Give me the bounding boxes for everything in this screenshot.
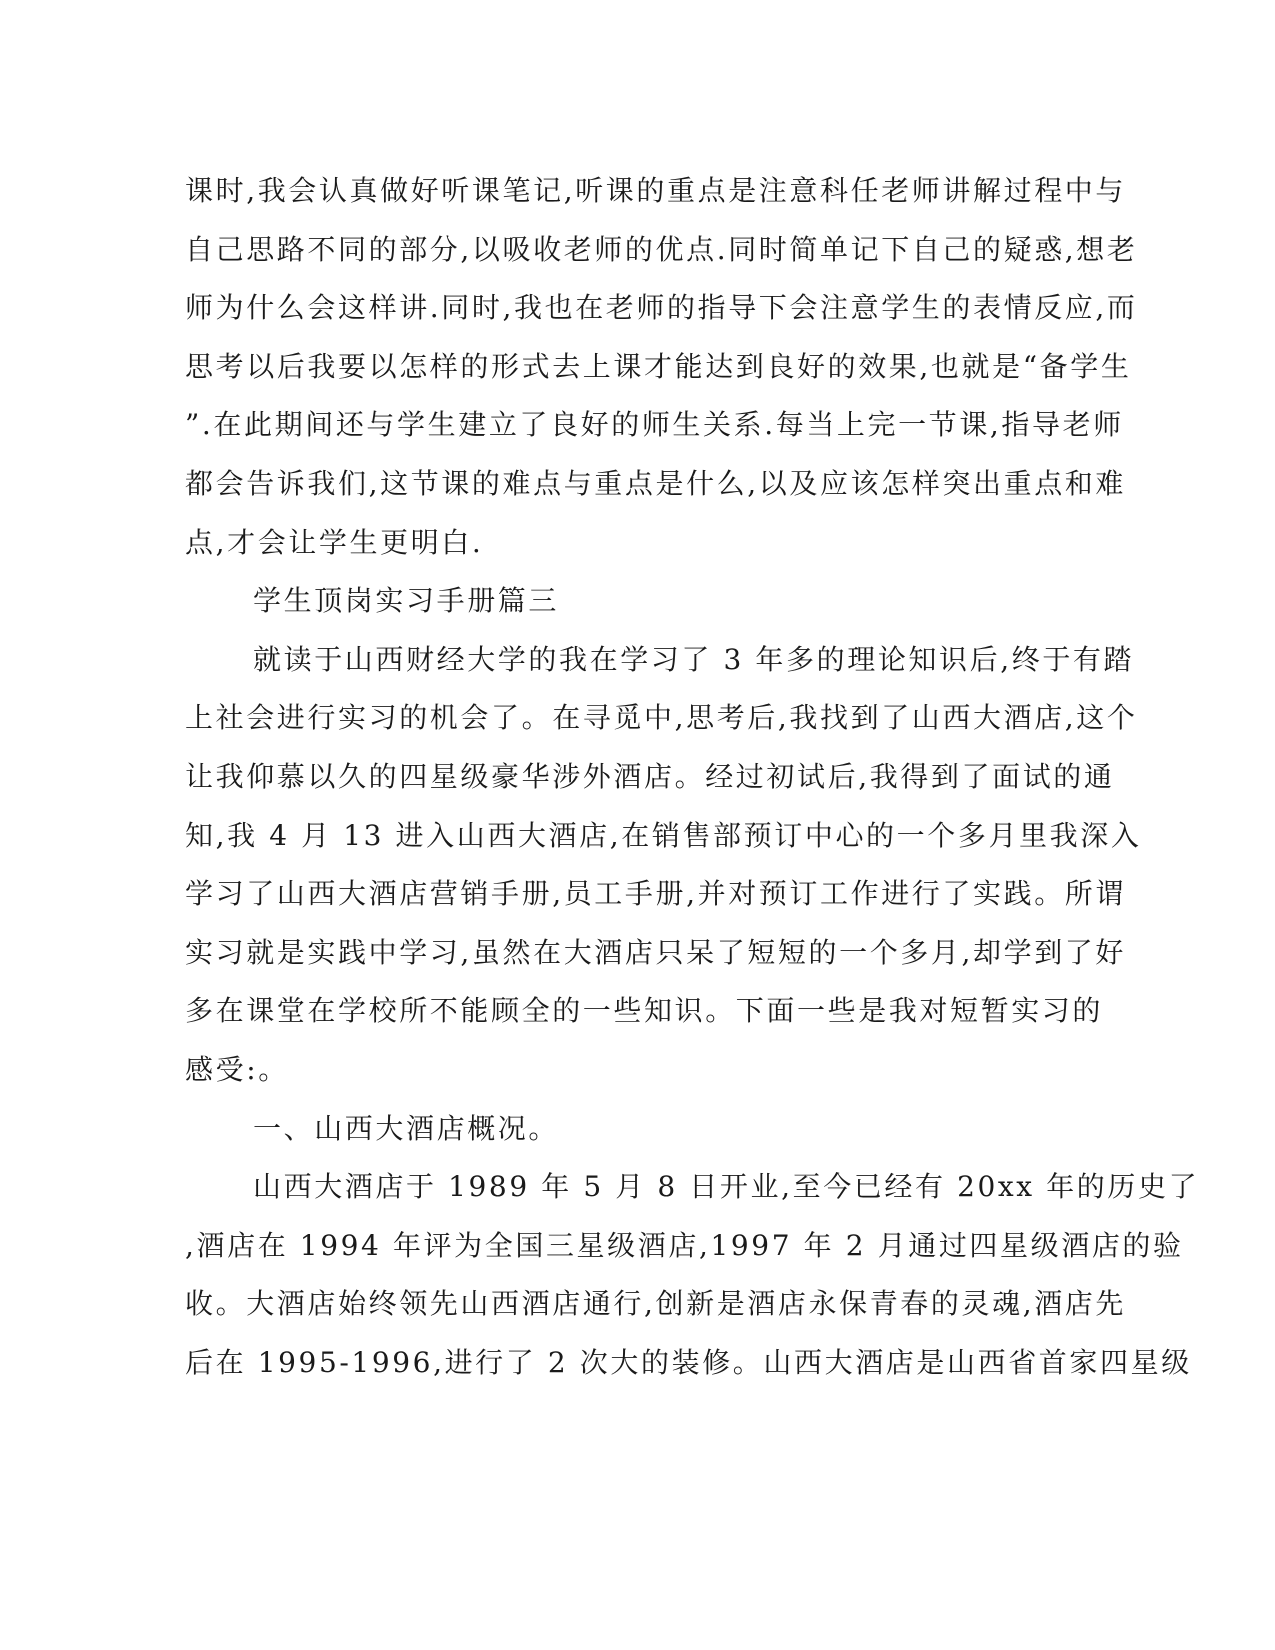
text-line: 知,我 4 月 13 进入山西大酒店,在销售部预订中心的一个多月里我深入 — [185, 818, 1142, 852]
text-line: 多在课堂在学校所不能顾全的一些知识。下面一些是我对短暂实习的 — [185, 994, 1104, 1028]
text-line: ,酒店在 1994 年评为全国三星级酒店,1997 年 2 月通过四星级酒店的验 — [185, 1228, 1184, 1262]
text-line: 上社会进行实习的机会了。在寻觅中,思考后,我找到了山西大酒店,这个 — [185, 701, 1138, 735]
text-line: 师为什么会这样讲.同时,我也在老师的指导下会注意学生的表情反应,而 — [185, 291, 1138, 325]
text-line: ”.在此期间还与学生建立了良好的师生关系.每当上完一节课,指导老师 — [185, 408, 1124, 442]
text-line: 思考以后我要以怎样的形式去上课才能达到良好的效果,也就是“备学生 — [185, 349, 1132, 383]
text-line: 课时,我会认真做好听课笔记,听课的重点是注意科任老师讲解过程中与 — [185, 174, 1127, 207]
text-line: 后在 1995-1996,进行了 2 次大的装修。山西大酒店是山西省首家四星级 — [185, 1345, 1192, 1379]
text-line: 点,才会让学生更明白. — [185, 525, 484, 559]
text-line: 感受:。 — [185, 1052, 289, 1086]
text-line: 让我仰慕以久的四星级豪华涉外酒店。经过初试后,我得到了面试的通 — [185, 759, 1115, 793]
text-line: 都会告诉我们,这节课的难点与重点是什么,以及应该怎样突出重点和难 — [185, 466, 1127, 500]
section-heading: 学生顶岗实习手册篇三 — [253, 584, 560, 618]
document-body — [185, 162, 1200, 1392]
text-line: 收。大酒店始终领先山西酒店通行,创新是酒店永保青春的灵魂,酒店先 — [185, 1287, 1127, 1321]
text-line: 自己思路不同的部分,以吸收老师的优点.同时简单记下自己的疑惑,想老 — [185, 232, 1138, 266]
paragraph-start-line: 就读于山西财经大学的我在学习了 3 年多的理论知识后,终于有踏 — [253, 642, 1135, 676]
text-line: 学习了山西大酒店营销手册,员工手册,并对预订工作进行了实践。所谓 — [185, 877, 1127, 911]
text-line: 实习就是实践中学习,虽然在大酒店只呆了短短的一个多月,却学到了好 — [185, 935, 1127, 969]
paragraph-start-line: 山西大酒店于 1989 年 5 月 8 日开业,至今已经有 20xx 年的历史了 — [253, 1170, 1200, 1204]
subsection-heading: 一、山西大酒店概况。 — [253, 1111, 560, 1145]
